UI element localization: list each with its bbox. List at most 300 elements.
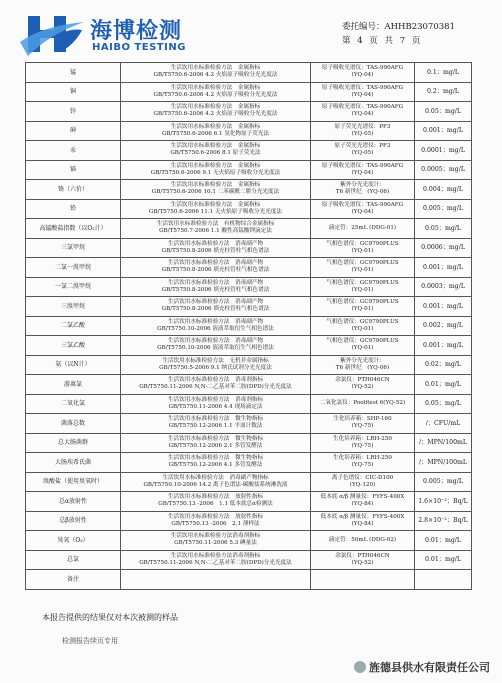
method-line: 生活饮用水标准检验方法消毒剂指标 (170, 552, 261, 559)
item-name-cell (26, 258, 121, 278)
instrument-cell (311, 355, 415, 375)
method-cell (121, 355, 311, 375)
instrument-line: 生化培养箱：SHP-160 (333, 416, 392, 423)
item-name-line: 铬（六价） (57, 185, 88, 193)
table-row (26, 414, 472, 434)
method-cell (121, 453, 311, 473)
method-line: 生活饮用水标准检验方法 金属指标 (170, 65, 261, 72)
detection-limit-line: 0.005；mg/L (423, 205, 463, 213)
item-name-line: 大肠埃希氏菌 (54, 458, 91, 466)
table-row (26, 63, 472, 83)
detection-limit-cell (415, 336, 472, 356)
item-name-line: 锌 (69, 107, 76, 115)
instrument-cell (311, 550, 415, 570)
table-body (26, 63, 472, 590)
instrument-line: (YQ-84) (351, 520, 374, 527)
method-cell (121, 180, 311, 200)
method-cell (121, 219, 311, 239)
method-cell (121, 472, 311, 492)
method-cell (121, 570, 311, 590)
detection-limit-cell (415, 141, 472, 161)
method-line: GB/T5750.13 -2006 1.1 低本底总α检测法 (158, 501, 273, 508)
instrument-line: (YQ-75) (351, 462, 374, 469)
item-name-cell (26, 160, 121, 180)
method-line: 生活饮用水标准检验方法 微生物指标 (167, 455, 264, 462)
instrument-line: (YQ-01) (351, 267, 374, 274)
method-line: GB/T5750.6-2006 8.1 原子荧光法 (170, 150, 261, 157)
instrument-cell (311, 82, 415, 102)
item-name-line: 二氧化氯 (60, 400, 85, 408)
method-line: 生活饮用水标准检验方法 放射性指标 (167, 494, 264, 501)
method-cell (121, 102, 311, 122)
method-cell (121, 121, 311, 141)
instrument-line: 余氯仪：PTH046CN (335, 552, 390, 559)
method-line: GB/T5750.6-2006 4.2 火焰原子吸收分光光度法 (153, 111, 278, 118)
instrument-line: 气相色谱仪：GC9790PLUS (326, 260, 399, 267)
instrument-line: 二氧化氯仪：Poolitest 6(YQ-52) (319, 400, 406, 407)
method-line: GB/T5750.12-2006 4.1 多管发酵法 (168, 462, 263, 469)
detection-limit-cell (415, 570, 472, 590)
item-name-cell (26, 472, 121, 492)
table-row (26, 121, 472, 141)
instrument-line: 滴定管：25mL (DDG-01) (328, 224, 397, 231)
instrument-cell (311, 453, 415, 473)
instrument-line: 气相色谱仪：GC9790PLUS (326, 318, 399, 325)
watermark-text: 旌德县供水有限责任公司 (369, 661, 490, 674)
table-row (26, 277, 472, 297)
company-logo (20, 12, 190, 60)
method-line: 生活饮用水标准检验方法 微生物指标 (167, 416, 264, 423)
instrument-cell (311, 511, 415, 531)
instrument-line: (YQ-75) (351, 423, 374, 430)
table-row (26, 336, 472, 356)
method-cell (121, 160, 311, 180)
method-line: GB/T5750.10-2006 14.2 离子色谱法-碳酸盐系统淋洗液 (143, 481, 288, 488)
detection-limit-line: 0.01；mg/L (425, 380, 461, 388)
instrument-line: 原子吸收光谱仪：TAS-990AFG (321, 104, 404, 111)
method-line: GB/T5750.6-2006 10.1 二苯碳酰二肼分光光度法 (151, 189, 280, 196)
detection-limit-line: 0.001；mg/L (423, 302, 463, 310)
item-name-cell (26, 219, 121, 239)
method-line: 生活饮用水标准检验方法 消毒副产物 (167, 338, 264, 345)
detection-limit-line: 0.001；mg/L (423, 263, 463, 271)
method-line: 生活饮用水标准检验方法 金属指标 (170, 84, 261, 91)
instrument-line: 原子吸收光谱仪：TAS-990AFG (321, 201, 404, 208)
detection-limit-line: 0.0006；mg/L (421, 244, 465, 252)
instrument-cell (311, 199, 415, 219)
wechat-watermark (354, 659, 490, 675)
detection-limit-cell (415, 433, 472, 453)
item-name-line: 总α放射性 (58, 497, 88, 505)
detection-limit-cell (415, 316, 472, 336)
method-line: GB/T5750.6-2006 4.2 火焰原子吸收分光光度法 (153, 72, 278, 79)
detection-limit-line: 0.02；mg/L (425, 361, 461, 369)
page-indicator: 第 4 页 共 7 页 (342, 36, 423, 46)
instrument-cell (311, 492, 415, 512)
detection-limit-line: 0.05；mg/L (425, 400, 461, 408)
wechat-icon (354, 661, 366, 673)
method-line: 生活饮用水标准检验方法 消毒副产物 (167, 318, 264, 325)
instrument-line: (YQ-05) (351, 150, 374, 157)
method-line: 生活饮用水标准检验方法 金属指标 (170, 162, 261, 169)
method-line: GB/T5750.7-2006 1.1 酸性高锰酸钾滴定法 (159, 228, 272, 235)
method-line: 生活饮用水标准检验方法 金属指标 (170, 123, 261, 130)
item-name-line: 铅 (69, 205, 76, 213)
detection-limit-cell (415, 277, 472, 297)
instrument-line: (YQ-04) (351, 111, 374, 118)
item-name-cell (26, 180, 121, 200)
instrument-line: 紫外分光光度计： (340, 357, 385, 364)
instrument-line: 气相色谱仪：GC9790PLUS (326, 240, 399, 247)
instrument-line: 余氯仪：PTH046CN (335, 377, 390, 384)
instrument-cell (311, 102, 415, 122)
instrument-line: 气相色谱仪：GC9790PLUS (326, 299, 399, 306)
instrument-line: (YQ-120) (349, 481, 376, 488)
logo-chinese-text: 海博检测 (90, 19, 183, 44)
method-line: 生活饮用水标准检验方法 消毒剂指标 (167, 396, 264, 403)
instrument-cell (311, 531, 415, 551)
detection-limit-line: /；MPN/100mL (418, 439, 468, 447)
item-name-line: 一氯二溴甲烷 (54, 283, 91, 291)
item-name-cell (26, 63, 121, 83)
item-name-cell (26, 199, 121, 219)
instrument-line: 原子吸收光谱仪：TAS-990AFG (321, 84, 404, 91)
detection-limit-line: 0.001；mg/L (423, 341, 463, 349)
detection-limit-line: 0.0001；mg/L (421, 146, 465, 154)
item-name-cell (26, 297, 121, 317)
detection-limit-cell (415, 453, 472, 473)
method-line: 生活饮用水标准检验方法 无机非金属指标 (162, 357, 269, 364)
report-number: 委托编号：AHHB23070381 (342, 22, 455, 32)
method-line: 生活饮用水标准检验方法 消毒剂指标 (167, 377, 264, 384)
instrument-cell (311, 219, 415, 239)
detection-limit-cell (415, 180, 472, 200)
item-name-cell (26, 511, 121, 531)
table-row (26, 219, 472, 239)
method-cell (121, 297, 311, 317)
instrument-line: (YQ-01) (351, 306, 374, 313)
detection-limit-line: 0.0005；mg/L (421, 166, 465, 174)
instrument-line: 生化培养箱：LRH-250 (333, 435, 392, 442)
instrument-cell (311, 472, 415, 492)
detection-limit-cell (415, 219, 472, 239)
item-name-cell (26, 238, 121, 258)
table-row (26, 472, 472, 492)
instrument-line: (YQ-01) (351, 247, 374, 254)
detection-limit-cell (415, 238, 472, 258)
method-line: 生活饮用水标准检验方法 消毒副产物指标 (162, 474, 269, 481)
item-name-cell (26, 433, 121, 453)
detection-limit-line: /；MPN/100mL (418, 458, 468, 466)
detection-limit-cell (415, 258, 472, 278)
item-name-line: 总β放射性 (59, 517, 87, 525)
item-name-line: 高锰酸盐指数（以O₂计） (39, 224, 107, 232)
item-name-line: 二氯乙酸 (60, 322, 85, 330)
instrument-cell (311, 141, 415, 161)
instrument-line: (YQ-04) (351, 91, 374, 98)
table-row (26, 492, 472, 512)
detection-limit-line: 0.01；mg/L (425, 556, 461, 564)
instrument-line: (YQ-05) (351, 130, 374, 137)
detection-limit-cell (415, 355, 472, 375)
table-row (26, 316, 472, 336)
detection-limit-line: 0.2；mg/L (426, 88, 460, 96)
table-row (26, 141, 472, 161)
instrument-line: (YQ-52) (351, 559, 374, 566)
instrument-line: 滴定管：50mL (DDG-02) (328, 536, 397, 543)
method-cell (121, 199, 311, 219)
hb-logo-icon (20, 12, 86, 56)
method-line: GB/T5750.8-2006 填充柱管柱气相色谱法 (161, 286, 270, 293)
item-name-line: 砷 (69, 127, 76, 135)
instrument-line: 紫外分光光度计： (340, 182, 385, 189)
table-row (26, 102, 472, 122)
method-cell (121, 414, 311, 434)
item-name-cell (26, 102, 121, 122)
instrument-line: 原子吸收光谱仪：TAS-990AFG (321, 162, 404, 169)
item-name-line: 铜 (69, 88, 76, 96)
detection-limit-cell (415, 531, 472, 551)
method-cell (121, 433, 311, 453)
method-line: GB/T5750.13 -2006 2.1 薄样法 (171, 520, 260, 527)
detection-limit-cell (415, 102, 472, 122)
detection-limit-cell (415, 492, 472, 512)
method-cell (121, 550, 311, 570)
method-line: GB/T5750.8-2006 填充柱管柱气相色谱法 (161, 267, 270, 274)
item-name-line: 汞 (69, 146, 76, 154)
instrument-line: 原子吸收光谱仪：TAS-990AFG (321, 65, 404, 72)
instrument-line: T6 新世纪 (YQ-06) (335, 189, 390, 196)
instrument-line: 低本底 α/β 测量仪：FYFS-400X (320, 513, 405, 520)
item-name-cell (26, 375, 121, 395)
method-cell (121, 394, 311, 414)
instrument-line: 原子荧光光谱仪：PF3 (334, 123, 391, 130)
detection-limit-cell (415, 414, 472, 434)
method-cell (121, 511, 311, 531)
detection-limit-cell (415, 121, 472, 141)
item-name-line: 总氯 (66, 556, 79, 564)
method-cell (121, 238, 311, 258)
detection-limit-line: 2.8×10⁻²；Bq/L (418, 517, 468, 525)
method-line: GB/T5750.10-2006 液液萃取衍生气相色谱法 (157, 345, 274, 352)
instrument-line: 低本底 α/β 测量仪：FYFS-400X (320, 494, 405, 501)
instrument-cell (311, 63, 415, 83)
detection-limit-line: 0.05；mg/L (425, 107, 461, 115)
detection-limit-cell (415, 160, 472, 180)
table-row (26, 180, 472, 200)
method-cell (121, 316, 311, 336)
detection-limit-line: 0.005；mg/L (423, 478, 463, 486)
table-row (26, 453, 472, 473)
method-line: GB/T5750.11-2006 4.4 现场滴定法 (168, 403, 263, 410)
detection-limit-cell (415, 511, 472, 531)
method-line: GB/T5750.11-2006 N,N-二乙基对苯二胺(DPD)分光光度法 (139, 559, 292, 566)
instrument-cell (311, 375, 415, 395)
method-line: 生活饮用水标准检验方法 消毒副产物 (167, 240, 264, 247)
method-line: GB/T5750.6-2006 4.2 火焰原子吸收分光光度法 (153, 91, 278, 98)
item-name-cell (26, 355, 121, 375)
instrument-line: 生化培养箱：LRH-250 (333, 455, 392, 462)
item-name-line: 三氯甲烷 (60, 244, 85, 252)
item-name-line: 溴酸盐（使用臭氧时） (42, 478, 103, 486)
table-row (26, 258, 472, 278)
method-cell (121, 375, 311, 395)
instrument-cell (311, 277, 415, 297)
logo-english-text: HAIBO TESTING (92, 42, 186, 53)
instrument-line: (YQ-04) (351, 72, 374, 79)
instrument-line: (YQ-84) (351, 501, 374, 508)
instrument-cell (311, 316, 415, 336)
item-name-cell (26, 550, 121, 570)
instrument-line: (YQ-01) (351, 345, 374, 352)
method-line: GB/T5750.6-2006 9.1 无火焰原子吸收分光光度法 (150, 169, 281, 176)
item-name-line: 镉 (69, 166, 76, 174)
table-row (26, 433, 472, 453)
instrument-cell (311, 336, 415, 356)
item-name-cell (26, 492, 121, 512)
instrument-cell (311, 394, 415, 414)
instrument-line: 气相色谱仪：GC9790PLUS (326, 279, 399, 286)
table-row (26, 238, 472, 258)
item-name-cell (26, 414, 121, 434)
detection-limit-cell (415, 394, 472, 414)
detection-limit-cell (415, 375, 472, 395)
item-name-line: 菌落总数 (60, 419, 85, 427)
detection-limit-line: 0.05；mg/L (425, 224, 461, 232)
table-row (26, 199, 472, 219)
item-name-cell (26, 121, 121, 141)
item-name-line: 二氯一溴甲烷 (54, 263, 91, 271)
instrument-cell (311, 180, 415, 200)
instrument-line: (YQ-75) (351, 442, 374, 449)
detection-limit-cell (415, 472, 472, 492)
method-line: GB/T5750.8-2006 填充柱管柱气相色谱法 (161, 306, 270, 313)
item-name-cell (26, 141, 121, 161)
item-name-line: 备注 (66, 575, 79, 583)
item-name-cell (26, 570, 121, 590)
instrument-cell (311, 238, 415, 258)
item-name-cell (26, 82, 121, 102)
instrument-line: 原子荧光光谱仪：PF3 (334, 143, 391, 150)
table-row (26, 570, 472, 590)
detection-limit-line: 0.001；mg/L (423, 127, 463, 135)
instrument-cell (311, 570, 415, 590)
method-cell (121, 63, 311, 83)
footer-text: 检测报告续页专用 (62, 637, 118, 645)
method-line: GB/T5750.6-2006 6.1 氢化物原子荧光法 (161, 130, 270, 137)
detection-limit-line: /；CFU/mL (425, 419, 461, 427)
instrument-line: (YQ-04) (351, 208, 374, 215)
item-name-cell (26, 531, 121, 551)
item-name-cell (26, 453, 121, 473)
table-row (26, 355, 472, 375)
method-cell (121, 141, 311, 161)
detection-limit-line: 0.1；mg/L (426, 68, 460, 76)
detection-limit-cell (415, 82, 472, 102)
instrument-line: (YQ-04) (351, 169, 374, 176)
table-row (26, 375, 472, 395)
method-line: GB/T5750.10-2006 液液萃取衍生气相色谱法 (157, 325, 274, 332)
method-line: GB/T5750.6-2006 11.1 无火焰原子吸收分光光度法 (148, 208, 283, 215)
instrument-cell (311, 297, 415, 317)
detection-limit-line: 0.002；mg/L (423, 322, 463, 330)
statement-note: 本报告提供的结果仅对本次被测的样品 (42, 613, 178, 622)
item-name-line: 锰 (69, 68, 76, 76)
method-cell (121, 258, 311, 278)
item-name-line: 游离氯 (63, 380, 82, 388)
method-line: 生活饮用水标准检验方法 有机物综合金属指标 (156, 221, 275, 228)
instrument-cell (311, 121, 415, 141)
method-cell (121, 492, 311, 512)
method-line: GB/T5750.12-2006 2.1 多管发酵法 (168, 442, 263, 449)
table-row (26, 550, 472, 570)
item-name-line: 三溴甲烷 (60, 302, 85, 310)
table-row (26, 511, 472, 531)
method-line: 生活饮用水标准检验方法 微生物指标 (167, 435, 264, 442)
instrument-cell (311, 414, 415, 434)
instrument-cell (311, 433, 415, 453)
method-line: 生活饮用水标准检验方法 消毒副产物 (167, 299, 264, 306)
method-line: GB/T5750.12-2006 1.1 平皿计数法 (168, 423, 263, 430)
table-row (26, 82, 472, 102)
detection-limit-line: 0.01；mg/L (425, 536, 461, 544)
item-name-cell (26, 277, 121, 297)
method-cell (121, 277, 311, 297)
detection-limit-cell (415, 550, 472, 570)
method-line: 生活饮用水标准检验方法 金属指标 (170, 143, 261, 150)
item-name-cell (26, 394, 121, 414)
method-line: GB/T5750.8-2006 填充柱管柱气相色谱法 (161, 247, 270, 254)
instrument-line: 气相色谱仪：GC9790PLUS (326, 338, 399, 345)
method-line: 生活饮用水标准检验方法 金属指标 (170, 182, 261, 189)
detection-limit-cell (415, 297, 472, 317)
method-cell (121, 531, 311, 551)
item-name-line: 臭氧（O₃） (57, 536, 89, 544)
instrument-line: (YQ-01) (351, 325, 374, 332)
method-line: GB/T5750.11-2006 N,N-二乙基对苯二胺(DPD)分光光度法 (139, 384, 292, 391)
report-meta (342, 22, 462, 47)
method-line: 生活饮用水标准检验方法 金属指标 (170, 104, 261, 111)
item-name-cell (26, 336, 121, 356)
method-line: 生活饮用水标准检验方法 放射性指标 (167, 513, 264, 520)
method-line: GB/T5750.5-2006 9.1 纳氏试剂分光光度法 (159, 364, 272, 371)
method-cell (121, 336, 311, 356)
instrument-line: (YQ-52) (351, 384, 374, 391)
detection-limit-line: 0.004；mg/L (423, 185, 463, 193)
detection-limit-line: 1.6×10⁻²；Bq/L (418, 497, 468, 505)
instrument-cell (311, 258, 415, 278)
item-name-cell (26, 316, 121, 336)
method-line: 生活饮用水标准检验方法 消毒副产物 (167, 279, 264, 286)
table-row (26, 394, 472, 414)
method-line: 生活饮用水标准检验方法消毒剂指标 (170, 533, 261, 540)
method-line: 生活饮用水标准检验方法 金属指标 (170, 201, 261, 208)
detection-limit-cell (415, 63, 472, 83)
method-line: 生活饮用水标准检验方法 消毒副产物 (167, 260, 264, 267)
item-name-line: 三氯乙酸 (60, 341, 85, 349)
method-cell (121, 82, 311, 102)
detection-limit-cell (415, 199, 472, 219)
item-name-line: 氨（以N计） (55, 361, 91, 369)
table-row (26, 160, 472, 180)
test-method-table (25, 62, 472, 590)
instrument-cell (311, 160, 415, 180)
item-name-line: 总大肠菌群 (57, 439, 88, 447)
instrument-line: 离子色谱仪：CIC-D100 (331, 474, 394, 481)
method-line: GB/T5750.11-2006 5.3 碘量法 (174, 540, 257, 547)
instrument-line: T6 新世纪 (YQ-06) (335, 364, 390, 371)
detection-limit-line: 0.0003；mg/L (421, 283, 465, 291)
